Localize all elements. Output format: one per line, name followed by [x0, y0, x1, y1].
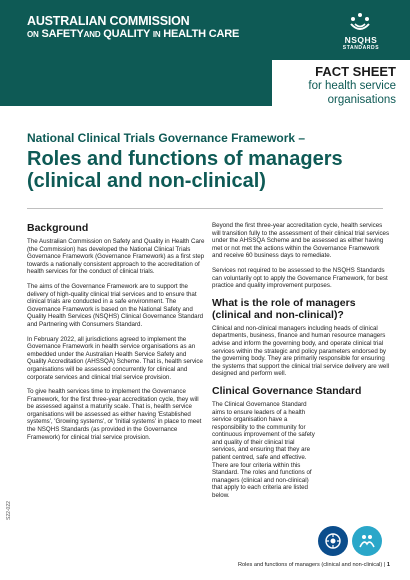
title-line-1: Roles and functions of managers [27, 148, 343, 170]
partnering-consumers-badge-icon [358, 532, 376, 550]
clinical-governance-paragraph: The Clinical Governance Standard aims to ensure leaders of a health service organisation have a responsibility to the community for continuous improvement of the safety and quality of their clinical trial services, and ensuring that they are patient centred, safe and effective. There are four criteria within this Standard. The roles and functions of managers (clinical and non-clinical) that apply to each criteria are listed below. [212, 400, 315, 500]
side-reference-code: S22-022 [6, 501, 12, 520]
standard-badges [318, 526, 390, 556]
title-line-2: (clinical and non-clinical) [27, 170, 266, 192]
fact-sheet-title: FACT SHEET [315, 64, 396, 79]
background-paragraph-3: In February 2022, all jurisdictions agreed to implement the Governance Framework in health service organisations as an embedded under the Australian Health Service Safety and Quality Accreditation (AHSSQA) Scheme. That is, health service organisations will be assessed concurrently for clinical and corporate services and clinical trial service provision. [27, 335, 203, 381]
right-column [212, 222, 390, 507]
left-column [27, 222, 207, 448]
document-title [27, 148, 387, 192]
document-subtitle: National Clinical Trials Governance Framework – [27, 131, 306, 145]
commission-logo [27, 15, 239, 41]
fact-sheet-audience-1: for health service [308, 80, 396, 92]
footer-separator: | [383, 562, 386, 568]
background-paragraph-1: The Australian Commission on Safety and Quality in Health Care (the Commission) has developed the National Clinical Trials Governance Framework (Governance Framework) as a first step towards a nationally consistent approach to the accreditation of health services for the conduct of clinical trials. [27, 238, 205, 276]
background-heading: Background [27, 222, 89, 234]
background-paragraph-4: To give health services time to implement the Governance Framework, for the first three-year accreditation cycle, they will be assessed against a maturity scale. That is, health service organisations will be assessed as either having 'Established systems', 'Growing systems', or 'Initial systems' in place to meet the NSQHS Standards (as provided in the Governance Framework) for clinical trial service provision. [27, 388, 202, 441]
org-name-line2: ON SAFETYAND QUALITY IN HEALTH CARE [27, 28, 240, 40]
title-divider [27, 208, 383, 209]
org-name-line1: AUSTRALIAN COMMISSION [27, 14, 190, 28]
nsqhs-logo-icon [348, 12, 372, 34]
clinical-governance-badge-icon [324, 532, 342, 550]
clinical-governance-badge [318, 526, 348, 556]
managers-role-heading [212, 297, 390, 321]
managers-role-heading-line1: What is the role of managers [212, 296, 356, 309]
page-footer [200, 562, 390, 568]
fact-sheet-label [272, 60, 410, 124]
nsqhs-name: NSQHS [344, 35, 378, 45]
page-number: 1 [386, 562, 390, 568]
background-paragraph-2: The aims of the Governance Framework are to support the delivery of high-quality clinical trial services and to ensure that clinical trials are conducted in a safe environment. The Governance Framework is based on the National Safety and Quality Health Services (NSQHS) Clinical Governance Standard and Partnering with Consumers Standard. [27, 282, 204, 328]
nsqhs-logo [334, 12, 388, 52]
fact-sheet-audience-2: organisations [327, 94, 396, 106]
partnering-consumers-badge [352, 526, 382, 556]
right-paragraph-2: Services not required to be assessed to the NSQHS Standards can voluntarily opt to apply the Governance Framework, for best practice and quality improvement purposes. [212, 266, 388, 290]
nsqhs-sub: STANDARDS [342, 45, 380, 51]
managers-role-heading-line2: (clinical and non-clinical)? [212, 308, 344, 321]
clinical-governance-heading: Clinical Governance Standard [212, 384, 362, 397]
footer-title: Roles and functions of managers (clinical and non-clinical) [238, 562, 383, 568]
right-paragraph-1: Beyond the first three-year accreditation cycle, health services will transition fully to the assessment of their clinical trial services under the AHSSQA Scheme and be assessed as either having met or not met the actions within the Governance Framework and receive 60 business days to remediate. [212, 222, 390, 260]
managers-role-paragraph: Clinical and non-clinical managers including heads of clinical departments, business, finance and human resource managers advise and inform the governing body, and operate clinical trial services within the strategic and policy parameters endorsed by the governing body. They are primarily responsible for ensuring the systems that support the clinical trial service delivery are well designed and perform well. [212, 324, 390, 378]
